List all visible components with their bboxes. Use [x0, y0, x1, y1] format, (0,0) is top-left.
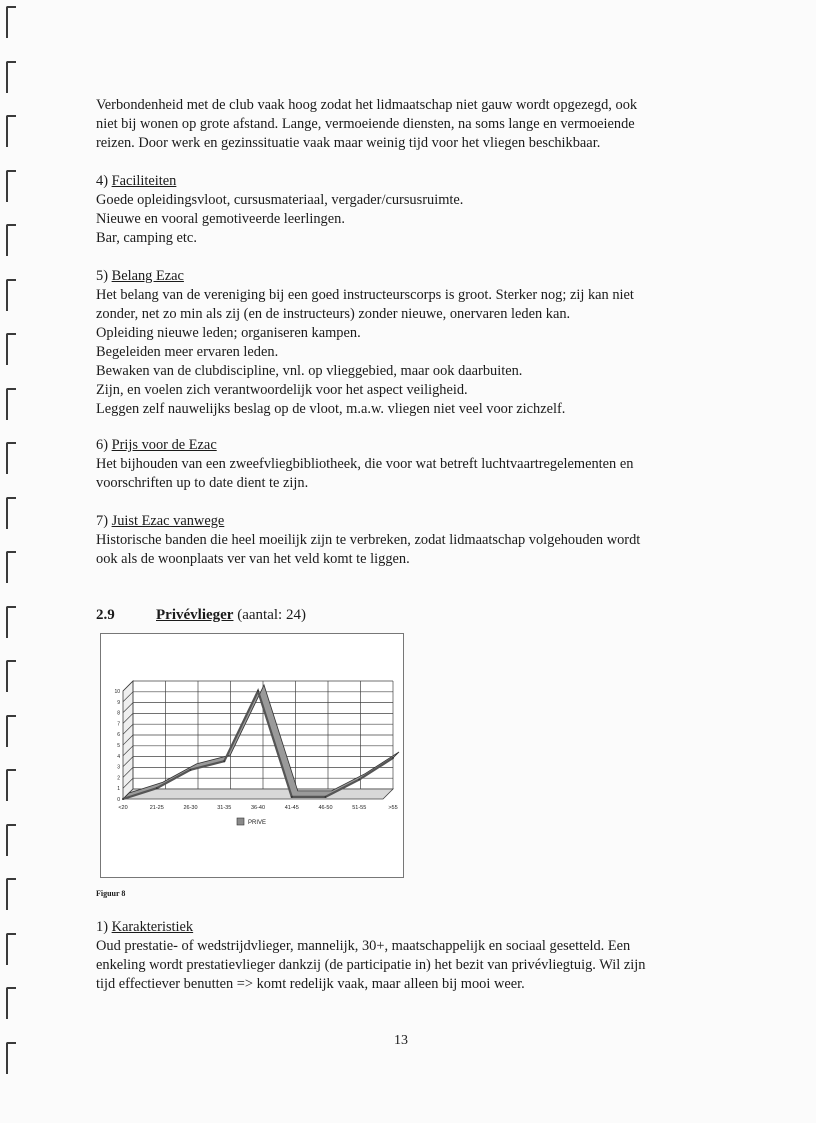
binder-hole: [6, 660, 16, 692]
text-line: zonder, net zo min als zij (en de instructeurs) zonder nieuwe, onervaren leden kan.: [96, 306, 571, 322]
x-tick-label: 46-50: [318, 805, 333, 811]
y-tick-label: 2: [117, 775, 120, 782]
y-tick-label: 4: [117, 753, 120, 760]
binder-hole: [6, 1042, 16, 1074]
chart-floor: [123, 789, 393, 799]
text-line: Bewaken van de clubdiscipline, vnl. op vlieggebied, maar ook daarbuiten.: [96, 363, 523, 379]
data-point: [257, 690, 259, 692]
item-title: Belang Ezac: [111, 268, 184, 284]
section-number: 2.9: [96, 607, 115, 623]
binder-hole: [6, 606, 16, 638]
y-tick-label: 5: [117, 743, 120, 749]
x-tick-label: 26-30: [183, 805, 198, 811]
text-line: tijd effectiever benutten => komt redelijk vaak, maar alleen bij mooi weer.: [96, 976, 525, 992]
text-line: Begeleiden meer ervaren leden.: [96, 344, 279, 360]
section-name: Privévlieger: [156, 607, 234, 623]
item-number: 4): [96, 173, 108, 189]
binder-hole: [6, 442, 16, 474]
data-point: [325, 796, 327, 798]
data-point: [358, 779, 360, 781]
text-line: niet bij wonen op grote afstand. Lange, vermoeiende diensten, na soms lange en vermoeiende: [96, 116, 635, 132]
binder-hole: [6, 497, 16, 529]
binder-holes: [0, 0, 26, 1123]
binder-hole: [6, 6, 16, 38]
page-number: 13: [394, 1033, 408, 1048]
figure-caption: Figuur 8: [96, 889, 126, 898]
binder-hole: [6, 333, 16, 365]
data-point: [392, 757, 394, 759]
text-line: ook als de woonplaats ver van het veld komt te liggen.: [96, 551, 410, 567]
text-line: reizen. Door werk en gezinssituatie vaak maar weinig tijd voor het vliegen beschikbaar.: [96, 135, 601, 151]
item-title: Karakteristiek: [111, 919, 194, 935]
binder-hole: [6, 61, 16, 93]
binder-hole: [6, 769, 16, 801]
section-juist-ezac-vanwege: [96, 512, 706, 569]
legend-swatch: [237, 818, 244, 825]
binder-hole: [6, 878, 16, 910]
y-tick-label: 1: [117, 786, 120, 793]
binder-hole: [6, 279, 16, 311]
data-point: [291, 796, 293, 798]
chart-frame: [100, 633, 404, 878]
binder-hole: [6, 115, 16, 147]
binder-hole: [6, 987, 16, 1019]
legend-label: PRIVE: [248, 820, 267, 826]
x-tick-label: >55: [388, 805, 398, 811]
text-line: Verbondenheid met de club vaak hoog zodat het lidmaatschap niet gauw wordt opgezegd, ook: [96, 97, 638, 113]
section-count: (aantal: 24): [237, 607, 306, 623]
binder-hole: [6, 933, 16, 965]
section-belang-ezac: [96, 267, 706, 419]
y-tick-label: 8: [117, 710, 120, 717]
y-tick-label: 9: [117, 699, 120, 706]
text-line: Goede opleidingsvloot, cursusmateriaal, vergader/cursusruimte.: [96, 192, 464, 208]
y-tick-label: 7: [117, 721, 120, 728]
x-tick-label: 21-25: [149, 805, 164, 811]
y-tick-label: 10: [114, 689, 120, 695]
item-title: Faciliteiten: [111, 173, 177, 189]
item-number: 7): [96, 513, 108, 529]
text-line: enkeling wordt prestatievlieger dankzij (de participatie in) het bezit van privévliegtuig. Wil zijn: [96, 957, 646, 973]
text-line: Leggen zelf nauwelijks beslag op de vloot, m.a.w. vliegen niet veel voor zichzelf.: [96, 401, 566, 417]
x-tick-label: 51-55: [352, 805, 367, 811]
section-karakteristiek: [96, 918, 706, 994]
text-line: voorschriften up to date dient te zijn.: [96, 475, 309, 491]
x-tick-label: 41-45: [284, 805, 299, 811]
binder-hole: [6, 824, 16, 856]
intro-paragraph: [96, 96, 706, 153]
data-point: [122, 798, 124, 800]
item-title: Prijs voor de Ezac: [111, 437, 217, 453]
item-number: 5): [96, 268, 108, 284]
binder-hole: [6, 388, 16, 420]
binder-hole: [6, 224, 16, 256]
text-line: Zijn, en voelen zich verantwoordelijk voor het aspect veiligheid.: [96, 382, 468, 398]
section-heading: [96, 606, 306, 625]
x-tick-label: 31-35: [217, 805, 232, 811]
binder-hole: [6, 715, 16, 747]
item-number: 1): [96, 919, 108, 935]
text-line: Historische banden die heel moeilijk zijn te verbreken, zodat lidmaatschap volgehouden wordt: [96, 532, 641, 548]
text-line: Opleiding nieuwe leden; organiseren kampen.: [96, 325, 361, 341]
line-chart: [101, 634, 403, 877]
y-tick-label: 0: [117, 797, 120, 803]
text-line: Het belang van de vereniging bij een goed instructeurscorps is groot. Sterker nog; zij kan niet: [96, 287, 634, 303]
data-point: [156, 787, 158, 789]
data-point: [223, 760, 225, 762]
x-tick-label: 36-40: [250, 805, 266, 811]
section-prijs-voor-de-ezac: [96, 436, 706, 493]
data-point: [190, 769, 192, 771]
y-tick-label: 3: [117, 764, 120, 771]
section-faciliteiten: [96, 172, 706, 248]
item-number: 6): [96, 437, 108, 453]
item-title: Juist Ezac vanwege: [111, 513, 225, 529]
text-line: Oud prestatie- of wedstrijdvlieger, mannelijk, 30+, maatschappelijk en sociaal gesetteld. Een: [96, 938, 631, 954]
text-line: Het bijhouden van een zweefvliegbibliotheek, die voor wat betreft luchtvaartregelementen en: [96, 456, 634, 472]
y-tick-label: 6: [117, 732, 120, 739]
binder-hole: [6, 170, 16, 202]
text-line: Nieuwe en vooral gemotiveerde leerlingen.: [96, 211, 345, 227]
binder-hole: [6, 551, 16, 583]
text-line: Bar, camping etc.: [96, 230, 197, 246]
x-tick-label: <20: [118, 805, 128, 811]
